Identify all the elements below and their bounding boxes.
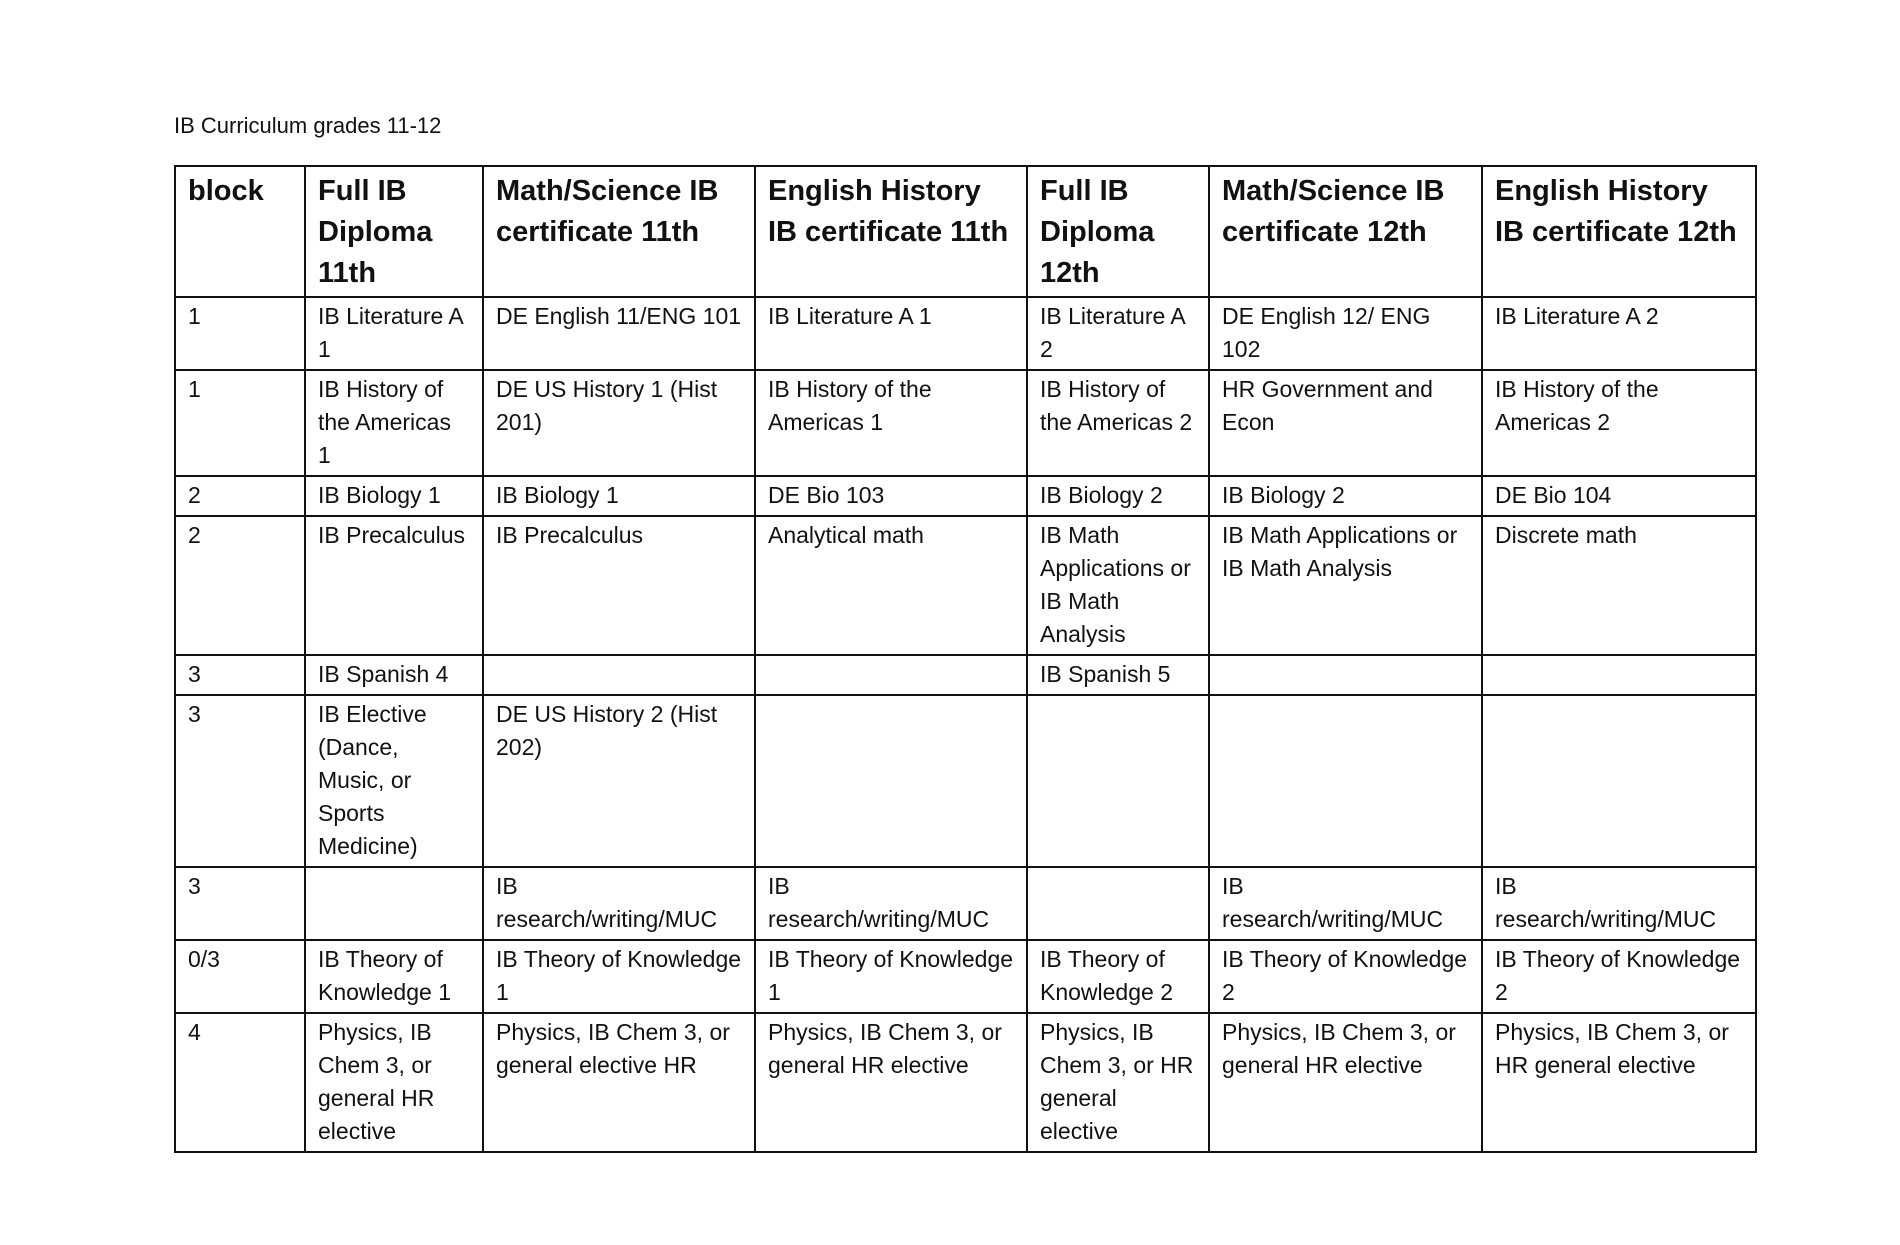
table-cell: Physics, IB Chem 3, or HR general elective [1027, 1013, 1209, 1152]
table-cell: Physics, IB Chem 3, or HR general elective [1482, 1013, 1756, 1152]
table-cell: IB Precalculus [483, 516, 755, 655]
table-cell [1209, 695, 1482, 867]
table-cell: IB Literature A 2 [1027, 297, 1209, 370]
table-cell: IB Precalculus [305, 516, 483, 655]
header-english-history-certificate-11th: English History IB certificate 11th [755, 166, 1027, 297]
cell-block: 3 [175, 867, 305, 940]
table-cell: IB Literature A 1 [755, 297, 1027, 370]
table-cell: IB Literature A 2 [1482, 297, 1756, 370]
table-cell: IB History of the Americas 2 [1027, 370, 1209, 476]
table-cell: HR Government and Econ [1209, 370, 1482, 476]
table-row [175, 655, 1756, 695]
table-cell: IB research/writing/MUC [1209, 867, 1482, 940]
table-cell: Physics, IB Chem 3, or general HR elective [305, 1013, 483, 1152]
table-cell: IB Biology 2 [1209, 476, 1482, 516]
table-cell: IB History of the Americas 1 [305, 370, 483, 476]
cell-block: 2 [175, 476, 305, 516]
curriculum-table [174, 165, 1757, 1153]
table-cell: IB Math Applications or IB Math Analysis [1209, 516, 1482, 655]
table-cell: IB Theory of Knowledge 1 [755, 940, 1027, 1013]
table-cell [1482, 695, 1756, 867]
table-cell [1027, 695, 1209, 867]
table-cell: IB Elective (Dance, Music, or Sports Medicine) [305, 695, 483, 867]
table-row [175, 940, 1756, 1013]
table-row [175, 695, 1756, 867]
cell-block: 1 [175, 297, 305, 370]
table-cell: IB Theory of Knowledge 2 [1209, 940, 1482, 1013]
header-full-ib-diploma-12th: Full IB Diploma 12th [1027, 166, 1209, 297]
table-cell: IB research/writing/MUC [755, 867, 1027, 940]
header-english-history-certificate-12th: English History IB certificate 12th [1482, 166, 1756, 297]
table-cell: IB Theory of Knowledge 2 [1027, 940, 1209, 1013]
cell-block: 3 [175, 655, 305, 695]
table-cell: IB Theory of Knowledge 1 [305, 940, 483, 1013]
table-row [175, 476, 1756, 516]
header-math-science-certificate-12th: Math/Science IB certificate 12th [1209, 166, 1482, 297]
table-cell: DE US History 2 (Hist 202) [483, 695, 755, 867]
table-cell [755, 695, 1027, 867]
table-cell: IB Spanish 4 [305, 655, 483, 695]
cell-block: 2 [175, 516, 305, 655]
table-cell: DE US History 1 (Hist 201) [483, 370, 755, 476]
table-cell: IB History of the Americas 2 [1482, 370, 1756, 476]
document-title: IB Curriculum grades 11-12 [174, 113, 442, 138]
cell-block: 3 [175, 695, 305, 867]
table-cell: IB Biology 2 [1027, 476, 1209, 516]
table-cell [1027, 867, 1209, 940]
table-cell: DE Bio 104 [1482, 476, 1756, 516]
table-row [175, 867, 1756, 940]
table-row [175, 370, 1756, 476]
table-row [175, 1013, 1756, 1152]
table-cell: DE English 12/ ENG 102 [1209, 297, 1482, 370]
cell-block: 4 [175, 1013, 305, 1152]
table-cell [755, 655, 1027, 695]
table-cell: IB Biology 1 [483, 476, 755, 516]
table-cell: IB Theory of Knowledge 1 [483, 940, 755, 1013]
table-cell: Physics, IB Chem 3, or general elective HR [483, 1013, 755, 1152]
table-cell [1209, 655, 1482, 695]
table-cell: IB Math Applications or IB Math Analysis [1027, 516, 1209, 655]
table-cell: Physics, IB Chem 3, or general HR elective [1209, 1013, 1482, 1152]
table-cell: IB Spanish 5 [1027, 655, 1209, 695]
table-cell: IB research/writing/MUC [483, 867, 755, 940]
table-cell: IB Theory of Knowledge 2 [1482, 940, 1756, 1013]
table-cell [305, 867, 483, 940]
table-cell: IB History of the Americas 1 [755, 370, 1027, 476]
table-cell [1482, 655, 1756, 695]
table-cell: IB Literature A 1 [305, 297, 483, 370]
cell-block: 0/3 [175, 940, 305, 1013]
table-cell: IB research/writing/MUC [1482, 867, 1756, 940]
header-full-ib-diploma-11th: Full IB Diploma 11th [305, 166, 483, 297]
table-row [175, 516, 1756, 655]
table-cell [483, 655, 755, 695]
header-block: block [175, 166, 305, 297]
table-cell: DE English 11/ENG 101 [483, 297, 755, 370]
table-cell: Analytical math [755, 516, 1027, 655]
header-math-science-certificate-11th: Math/Science IB certificate 11th [483, 166, 755, 297]
cell-block: 1 [175, 370, 305, 476]
table-cell: Physics, IB Chem 3, or general HR elective [755, 1013, 1027, 1152]
table-cell: DE Bio 103 [755, 476, 1027, 516]
table-cell: IB Biology 1 [305, 476, 483, 516]
table-header-row [175, 166, 1756, 297]
table-cell: Discrete math [1482, 516, 1756, 655]
table-row [175, 297, 1756, 370]
